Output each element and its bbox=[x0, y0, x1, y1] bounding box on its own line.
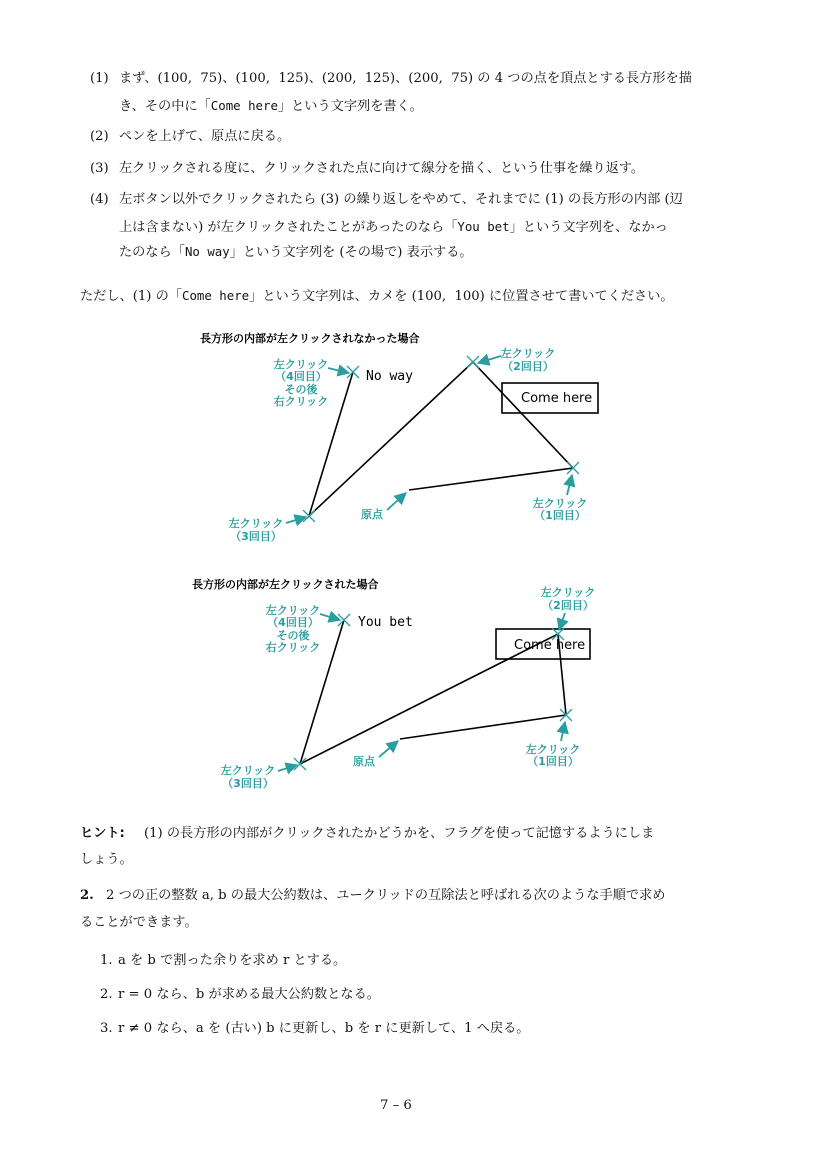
step-text-cont: 上は含まない) が左クリックされたことがあったのなら「You bet」という文字列を、なかっ bbox=[119, 219, 668, 235]
svg-text:左クリック: 左クリック bbox=[228, 517, 284, 530]
code-come-here: Come here bbox=[210, 98, 278, 113]
code-come-here: Come here bbox=[182, 288, 250, 303]
annotation-click3 bbox=[229, 516, 284, 543]
svg-text:（3回目）: （3回目） bbox=[222, 777, 274, 790]
svg-text:（1回目）: （1回目） bbox=[527, 755, 579, 768]
arrow-click4 bbox=[328, 368, 349, 373]
algo-number: 1. bbox=[100, 953, 113, 968]
code-you-bet: You bet bbox=[457, 219, 510, 234]
svg-text:右クリック: 右クリック bbox=[265, 641, 321, 654]
figure-click-inside bbox=[192, 577, 595, 790]
problem-text: 2 つの正の整数 a, b の最大公約数は、ユークリッドの互除法と呼ばれる次のような手順で求め bbox=[106, 888, 666, 903]
arrow-click2 bbox=[478, 356, 501, 363]
result-text: You bet bbox=[358, 615, 413, 630]
annotation-click2 bbox=[501, 346, 556, 373]
arrow-click4 bbox=[320, 614, 340, 620]
svg-text:（4回目）: （4回目） bbox=[267, 616, 319, 629]
arrow-click1 bbox=[567, 475, 572, 495]
svg-text:その後: その後 bbox=[284, 383, 318, 396]
arrow-origin bbox=[379, 741, 398, 757]
svg-text:（1回目）: （1回目） bbox=[534, 509, 586, 522]
click-mark-3 bbox=[303, 510, 315, 522]
annotation-click4 bbox=[274, 357, 329, 408]
arrow-click2 bbox=[559, 613, 565, 630]
result-text: No way bbox=[366, 369, 413, 384]
svg-text:左クリック: 左クリック bbox=[273, 358, 329, 371]
come-here-label: Come here bbox=[521, 391, 593, 406]
figure-title: 長方形の内部が左クリックされた場合 bbox=[192, 578, 379, 591]
annotation-click1 bbox=[526, 742, 581, 768]
turtle-path bbox=[309, 362, 573, 516]
step-text: まず、(100, 75)、(100, 125)、(200, 125)、(200, 75) の 4 つの点を頂点とする長方形を描 bbox=[119, 71, 692, 86]
step-text: ペンを上げて、原点に戻る。 bbox=[119, 129, 291, 144]
step-text: 左クリックされる度に、クリックされた点に向けて線分を描く、という仕事を繰り返す。 bbox=[119, 161, 645, 176]
arrow-click1 bbox=[561, 722, 565, 741]
step-text: 左ボタン以外でクリックされたら (3) の繰り返しをやめて、それまでに (1) の長方形の内部 (辺 bbox=[119, 192, 683, 207]
problem-number: 2. bbox=[80, 888, 94, 903]
arrow-origin bbox=[387, 493, 406, 510]
code-no-way: No way bbox=[184, 244, 230, 259]
svg-text:左クリック: 左クリック bbox=[500, 347, 556, 360]
algo-number: 3. bbox=[100, 1021, 113, 1036]
note-paragraph: ただし、(1) の「Come here」という文字列は、カメを (100, 100) に位置させて書いてください。 bbox=[80, 288, 674, 304]
svg-text:（2回目）: （2回目） bbox=[502, 360, 554, 373]
algo-number: 2. bbox=[100, 987, 113, 1002]
annotation-click4 bbox=[266, 603, 321, 654]
hint-text: (1) の長方形の内部がクリックされたかどうかを、フラグを使って記憶するようにしま bbox=[144, 826, 655, 841]
svg-text:（2回目）: （2回目） bbox=[542, 599, 594, 612]
arrow-click3 bbox=[286, 517, 306, 523]
step-number: (1) bbox=[90, 71, 109, 86]
step-number: (2) bbox=[90, 129, 109, 144]
step-number: (4) bbox=[90, 192, 109, 207]
svg-text:右クリック: 右クリック bbox=[273, 395, 329, 408]
annotation-click2 bbox=[541, 585, 596, 612]
hint-label: ヒント: bbox=[80, 826, 125, 841]
origin-label: 原点 bbox=[353, 755, 375, 768]
svg-text:左クリック: 左クリック bbox=[532, 497, 588, 510]
page-number: 7 – 6 bbox=[380, 1098, 412, 1113]
annotation-click1 bbox=[533, 496, 588, 522]
hint-text-cont: しょう。 bbox=[80, 852, 133, 867]
come-here-label: Come here bbox=[514, 638, 586, 653]
problem-text-cont: ることができます。 bbox=[80, 915, 198, 930]
figure-no-click-inside bbox=[200, 331, 598, 543]
svg-text:その後: その後 bbox=[276, 629, 310, 642]
svg-text:（4回目）: （4回目） bbox=[275, 370, 327, 383]
click-mark-2 bbox=[467, 356, 479, 368]
figure-title: 長方形の内部が左クリックされなかった場合 bbox=[200, 332, 420, 345]
annotation-click3 bbox=[221, 763, 276, 790]
svg-text:左クリック: 左クリック bbox=[265, 604, 321, 617]
svg-text:左クリック: 左クリック bbox=[525, 743, 581, 756]
svg-text:左クリック: 左クリック bbox=[220, 764, 276, 777]
svg-text:（3回目）: （3回目） bbox=[230, 530, 282, 543]
step-text-cont: たのなら「No way」という文字列を (その場で) 表示する。 bbox=[119, 244, 473, 260]
algo-text: r = 0 なら、b が求める最大公約数となる。 bbox=[118, 987, 380, 1002]
algo-text: r ≠ 0 なら、a を (古い) b に更新し、b を r に更新して、1 へ戻る。 bbox=[118, 1021, 530, 1036]
svg-text:左クリック: 左クリック bbox=[540, 586, 596, 599]
origin-label: 原点 bbox=[361, 508, 383, 521]
click-mark-4 bbox=[347, 366, 359, 378]
algo-text: a を b で割った余りを求め r とする。 bbox=[118, 953, 347, 968]
step-text-cont: き、その中に「Come here」という文字列を書く。 bbox=[119, 98, 423, 114]
click-mark-3 bbox=[294, 758, 306, 770]
step-number: (3) bbox=[90, 161, 109, 176]
